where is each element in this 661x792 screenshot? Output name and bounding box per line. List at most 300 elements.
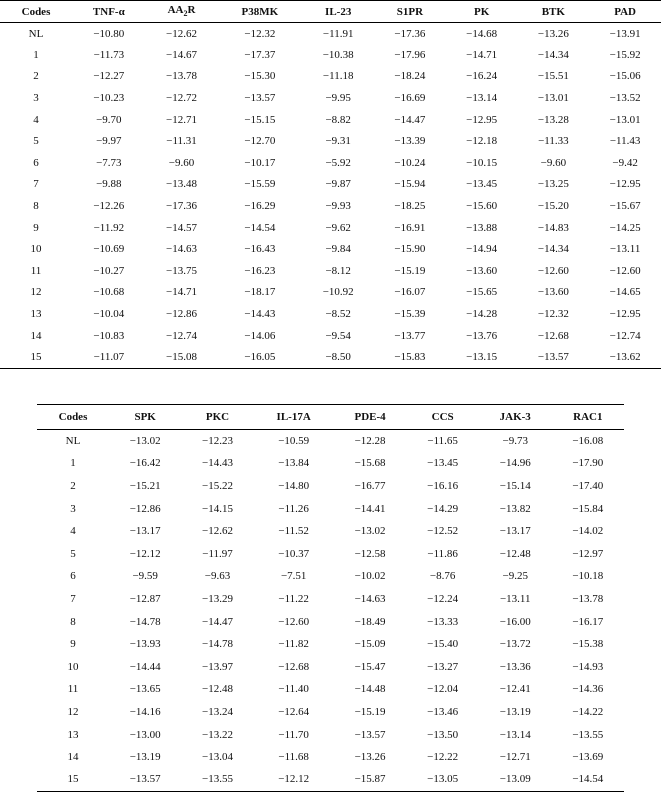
- score-cell: −14.80: [278, 479, 310, 492]
- score-cell: −8.50: [325, 350, 351, 363]
- score-cell: −12.12: [278, 773, 310, 786]
- score-cell: −12.27: [93, 70, 125, 83]
- score-cell: −15.60: [466, 200, 498, 213]
- score-cell: −13.19: [129, 751, 161, 764]
- score-cell: −10.83: [93, 329, 125, 342]
- score-cell: −16.91: [394, 221, 426, 234]
- score-cell: −11.43: [609, 135, 641, 148]
- score-cell: −13.57: [537, 350, 569, 363]
- score-cell: −13.75: [166, 264, 198, 277]
- score-cell: −17.96: [394, 48, 426, 61]
- score-cell: −13.33: [427, 615, 459, 628]
- score-cell: −14.54: [572, 773, 604, 786]
- score-cell: −13.46: [427, 705, 459, 718]
- score-cell: −11.73: [93, 48, 125, 61]
- score-cell: −12.74: [609, 329, 641, 342]
- score-cell: −13.04: [202, 751, 233, 764]
- score-cell: −13.62: [609, 350, 641, 363]
- score-cell: −12.68: [278, 660, 310, 673]
- row-code-cell: 12: [30, 286, 42, 299]
- row-code-cell: 3: [70, 502, 76, 515]
- score-cell: −13.69: [572, 751, 604, 764]
- table-row: [37, 452, 624, 475]
- table-row: [0, 87, 661, 109]
- score-cell: −15.15: [244, 113, 276, 126]
- score-cell: −11.65: [427, 435, 458, 448]
- row-code-cell: 6: [70, 570, 76, 583]
- row-code-cell: 5: [33, 135, 39, 148]
- score-cell: −14.25: [609, 221, 641, 234]
- score-cell: −12.23: [202, 435, 233, 448]
- score-cell: −12.71: [166, 113, 198, 126]
- table-row: [37, 520, 624, 543]
- score-cell: −14.28: [466, 308, 498, 321]
- score-cell: −12.24: [427, 592, 459, 605]
- row-code-cell: 8: [70, 615, 76, 628]
- score-cell: −13.26: [537, 27, 569, 40]
- score-cell: −13.55: [572, 728, 604, 741]
- score-cell: −13.01: [537, 92, 569, 105]
- score-cell: −14.63: [166, 243, 198, 256]
- score-cell: −5.92: [325, 156, 351, 169]
- score-cell: −13.39: [394, 135, 426, 148]
- row-code-cell: NL: [28, 27, 44, 40]
- score-cell: −14.63: [354, 592, 386, 605]
- score-cell: −10.37: [278, 547, 310, 560]
- table-row: [0, 23, 661, 45]
- column-header: P38MK: [217, 1, 302, 23]
- score-cell: −13.17: [129, 525, 161, 538]
- table-row: [0, 66, 661, 88]
- score-cell: −12.71: [499, 751, 531, 764]
- score-cell: −15.84: [572, 502, 604, 515]
- score-cell: −13.65: [129, 683, 161, 696]
- table-row: [37, 497, 624, 520]
- score-cell: −13.36: [499, 660, 531, 673]
- score-cell: −14.22: [572, 705, 604, 718]
- score-cell: −17.40: [572, 479, 604, 492]
- score-cell: −14.68: [466, 27, 498, 40]
- score-cell: −12.58: [354, 547, 386, 560]
- score-cell: −15.09: [354, 638, 386, 651]
- score-cell: −10.92: [322, 286, 354, 299]
- score-cell: −7.73: [96, 156, 122, 169]
- score-cell: −10.68: [93, 286, 125, 299]
- column-header: IL-23: [302, 1, 374, 23]
- table-row: [0, 238, 661, 260]
- table-row: [0, 303, 661, 325]
- score-cell: −14.43: [202, 457, 233, 470]
- row-code-cell: 4: [33, 113, 39, 126]
- score-cell: −16.08: [572, 435, 604, 448]
- score-cell: −13.78: [166, 70, 198, 83]
- row-code-cell: 15: [30, 350, 42, 363]
- score-cell: −11.22: [278, 592, 309, 605]
- score-cell: −12.60: [609, 264, 641, 277]
- score-cell: −13.57: [354, 728, 386, 741]
- score-cell: −15.30: [244, 70, 276, 83]
- row-code-cell: 2: [33, 70, 39, 83]
- score-cell: −12.41: [499, 683, 531, 696]
- score-cell: −16.23: [244, 264, 276, 277]
- score-cell: −11.31: [166, 135, 197, 148]
- row-code-cell: 13: [67, 728, 79, 741]
- score-cell: −12.95: [609, 308, 641, 321]
- score-cell: −10.24: [394, 156, 426, 169]
- score-cell: −15.51: [537, 70, 569, 83]
- score-cell: −15.19: [394, 264, 426, 277]
- score-cell: −8.12: [325, 264, 351, 277]
- table-row: [0, 260, 661, 282]
- table-row: [0, 44, 661, 66]
- score-cell: −14.43: [244, 308, 276, 321]
- column-header: IL-17A: [254, 405, 334, 430]
- score-cell: −14.96: [499, 457, 531, 470]
- column-header: Codes: [0, 1, 72, 23]
- score-cell: −13.78: [572, 592, 604, 605]
- score-cell: −15.20: [537, 200, 569, 213]
- score-cell: −12.18: [466, 135, 498, 148]
- row-code-cell: 9: [33, 221, 39, 234]
- table-row: [37, 633, 624, 656]
- table-row: [0, 174, 661, 196]
- score-cell: −10.02: [354, 570, 386, 583]
- score-cell: −13.09: [499, 773, 531, 786]
- score-cell: −9.88: [96, 178, 122, 191]
- score-cell: −13.76: [466, 329, 498, 342]
- score-cell: −13.72: [499, 638, 531, 651]
- score-cell: −14.83: [537, 221, 569, 234]
- row-code-cell: 15: [67, 773, 79, 786]
- table-row: [37, 610, 624, 633]
- score-cell: −12.32: [537, 308, 569, 321]
- score-cell: −14.54: [244, 221, 276, 234]
- score-cell: −9.60: [168, 156, 195, 169]
- score-cell: −9.70: [96, 113, 122, 126]
- score-cell: −15.83: [394, 350, 426, 363]
- row-code-cell: 3: [33, 92, 39, 105]
- table-row: [37, 723, 624, 746]
- score-cell: −9.60: [540, 156, 567, 169]
- row-code-cell: 10: [30, 243, 42, 256]
- score-cell: −11.40: [278, 683, 309, 696]
- score-cell: −15.67: [609, 200, 641, 213]
- column-header: TNF-α: [72, 1, 146, 23]
- score-cell: −12.68: [537, 329, 569, 342]
- row-code-cell: 11: [67, 683, 79, 696]
- row-code-cell: 8: [33, 200, 39, 213]
- score-cell: −11.82: [278, 638, 309, 651]
- column-header: JAK-3: [479, 405, 552, 430]
- score-cell: −13.02: [354, 525, 386, 538]
- score-cell: −16.24: [466, 70, 498, 83]
- score-cell: −11.68: [278, 751, 309, 764]
- score-cell: −13.45: [466, 178, 498, 191]
- score-cell: −15.90: [394, 243, 426, 256]
- score-cell: −8.52: [325, 308, 351, 321]
- score-cell: −13.24: [202, 705, 233, 718]
- score-cell: −15.94: [394, 178, 426, 191]
- score-cell: −15.39: [394, 308, 426, 321]
- column-header: CCS: [406, 405, 478, 430]
- row-code-cell: 9: [70, 638, 76, 651]
- score-cell: −13.02: [129, 435, 161, 448]
- table-row: [37, 655, 624, 678]
- score-cell: −14.36: [572, 683, 604, 696]
- score-cell: −15.40: [427, 638, 459, 651]
- score-cell: −9.25: [502, 570, 528, 583]
- score-cell: −16.17: [572, 615, 604, 628]
- score-cell: −10.15: [466, 156, 498, 169]
- table-row: [37, 701, 624, 724]
- score-cell: −13.05: [427, 773, 459, 786]
- table-row: [0, 346, 661, 368]
- score-cell: −11.26: [278, 502, 309, 515]
- score-cell: −9.93: [325, 200, 351, 213]
- docking-score-table-2: [37, 404, 624, 792]
- docking-score-table-1: [0, 0, 661, 369]
- column-header: $AA_2R$: [146, 1, 218, 23]
- score-cell: −14.65: [609, 286, 641, 299]
- score-cell: −14.47: [202, 615, 233, 628]
- score-cell: −16.29: [244, 200, 276, 213]
- score-cell: −8.76: [429, 570, 456, 583]
- score-cell: −13.48: [166, 178, 198, 191]
- score-cell: −18.49: [354, 615, 386, 628]
- score-cell: −15.87: [354, 773, 386, 786]
- column-header: RAC1: [552, 405, 624, 430]
- score-cell: −13.29: [202, 592, 233, 605]
- score-cell: −15.19: [354, 705, 386, 718]
- score-cell: −12.60: [278, 615, 310, 628]
- score-cell: −10.23: [93, 92, 125, 105]
- score-cell: −12.74: [166, 329, 198, 342]
- table-row: [0, 195, 661, 217]
- score-cell: −9.84: [325, 243, 351, 256]
- score-cell: −16.69: [394, 92, 426, 105]
- score-cell: −10.18: [572, 570, 604, 583]
- score-cell: −9.73: [502, 435, 528, 448]
- table-row: [0, 282, 661, 304]
- row-code-cell: 6: [33, 156, 39, 169]
- score-cell: −12.70: [244, 135, 276, 148]
- score-cell: −13.77: [394, 329, 426, 342]
- score-cell: −14.78: [129, 615, 161, 628]
- score-cell: −11.86: [427, 547, 458, 560]
- score-cell: −13.84: [278, 457, 310, 470]
- score-cell: −18.24: [394, 70, 426, 83]
- score-cell: −12.28: [354, 435, 386, 448]
- score-cell: −12.48: [499, 547, 531, 560]
- score-cell: −14.29: [427, 502, 459, 515]
- score-cell: −12.32: [244, 27, 276, 40]
- score-cell: −12.95: [609, 178, 641, 191]
- table-row: [0, 217, 661, 239]
- score-cell: −14.16: [129, 705, 161, 718]
- score-cell: −12.60: [537, 264, 569, 277]
- score-cell: −12.26: [93, 200, 125, 213]
- row-code-cell: 7: [70, 592, 76, 605]
- score-cell: −17.37: [244, 48, 276, 61]
- score-cell: −15.38: [572, 638, 604, 651]
- score-cell: −13.19: [499, 705, 531, 718]
- score-cell: −11.92: [93, 221, 125, 234]
- score-cell: −10.80: [93, 27, 125, 40]
- table-row: [37, 475, 624, 498]
- score-cell: −12.12: [129, 547, 161, 560]
- table-header-row: [0, 1, 661, 23]
- score-cell: −17.36: [394, 27, 426, 40]
- score-cell: −12.86: [166, 308, 198, 321]
- score-cell: −14.67: [166, 48, 198, 61]
- score-cell: −16.43: [244, 243, 276, 256]
- table-row: [37, 542, 624, 565]
- score-cell: −11.91: [322, 27, 354, 40]
- score-cell: −13.57: [129, 773, 161, 786]
- table-row: [0, 152, 661, 174]
- score-cell: −12.48: [202, 683, 233, 696]
- column-header: Codes: [37, 405, 109, 430]
- score-cell: −13.55: [202, 773, 233, 786]
- score-cell: −15.22: [202, 479, 233, 492]
- column-header: PDE-4: [334, 405, 407, 430]
- score-cell: −12.04: [427, 683, 459, 696]
- score-cell: −18.25: [394, 200, 426, 213]
- row-code-cell: 14: [30, 329, 42, 342]
- score-cell: −14.78: [202, 638, 233, 651]
- score-cell: −11.97: [202, 547, 233, 560]
- score-cell: −9.31: [325, 135, 351, 148]
- row-code-cell: 1: [33, 48, 39, 61]
- table-row: [0, 109, 661, 131]
- score-cell: −10.04: [93, 308, 125, 321]
- row-code-cell: 1: [70, 457, 76, 470]
- score-cell: −15.14: [499, 479, 531, 492]
- score-cell: −14.06: [244, 329, 276, 342]
- row-code-cell: 14: [67, 751, 79, 764]
- score-cell: −13.82: [499, 502, 531, 515]
- score-cell: −14.71: [466, 48, 498, 61]
- score-cell: −14.34: [537, 48, 569, 61]
- score-cell: −13.50: [427, 728, 459, 741]
- score-cell: −12.52: [427, 525, 459, 538]
- score-cell: −13.52: [609, 92, 641, 105]
- row-code-cell: 7: [33, 178, 39, 191]
- table-row: [37, 565, 624, 588]
- score-cell: −14.93: [572, 660, 604, 673]
- score-cell: −13.11: [609, 243, 641, 256]
- score-cell: −13.01: [609, 113, 641, 126]
- score-cell: −14.02: [572, 525, 604, 538]
- score-cell: −12.87: [129, 592, 161, 605]
- score-cell: −8.82: [325, 113, 351, 126]
- score-cell: −13.93: [129, 638, 161, 651]
- score-cell: −12.22: [427, 751, 459, 764]
- score-cell: −15.65: [466, 286, 498, 299]
- column-header: S1PR: [374, 1, 446, 23]
- score-cell: −16.07: [394, 286, 426, 299]
- score-cell: −14.41: [354, 502, 386, 515]
- score-cell: −15.47: [354, 660, 386, 673]
- row-code-cell: 10: [67, 660, 79, 673]
- score-cell: −9.54: [325, 329, 351, 342]
- score-cell: −15.59: [244, 178, 276, 191]
- score-cell: −15.06: [609, 70, 641, 83]
- score-cell: −13.15: [466, 350, 498, 363]
- score-cell: −17.36: [166, 200, 198, 213]
- score-cell: −11.70: [278, 728, 309, 741]
- score-cell: −10.27: [93, 264, 125, 277]
- score-cell: −14.15: [202, 502, 233, 515]
- column-header: PK: [446, 1, 518, 23]
- column-header: BTK: [517, 1, 589, 23]
- score-cell: −10.59: [278, 435, 310, 448]
- table-row: [37, 430, 624, 453]
- score-cell: −13.60: [466, 264, 498, 277]
- score-cell: −14.57: [166, 221, 198, 234]
- score-cell: −13.14: [466, 92, 498, 105]
- score-cell: −9.97: [96, 135, 122, 148]
- score-cell: −9.87: [325, 178, 351, 191]
- score-cell: −9.62: [325, 221, 351, 234]
- score-cell: −13.91: [609, 27, 641, 40]
- table-row: [37, 746, 624, 769]
- row-code-cell: 5: [70, 547, 76, 560]
- score-cell: −13.57: [244, 92, 276, 105]
- score-cell: −12.86: [129, 502, 161, 515]
- score-cell: −16.05: [244, 350, 276, 363]
- score-cell: −10.69: [93, 243, 125, 256]
- score-cell: −13.17: [499, 525, 531, 538]
- score-cell: −18.17: [244, 286, 276, 299]
- score-cell: −7.51: [280, 570, 307, 583]
- score-cell: −13.11: [499, 592, 531, 605]
- score-cell: −12.95: [466, 113, 498, 126]
- score-cell: −11.18: [322, 70, 354, 83]
- table-row: [0, 325, 661, 347]
- row-code-cell: 12: [67, 705, 79, 718]
- row-code-cell: 2: [70, 479, 76, 492]
- table-row: [0, 130, 661, 152]
- score-cell: −16.77: [354, 479, 386, 492]
- score-cell: −11.33: [538, 135, 569, 148]
- score-cell: −12.62: [202, 525, 233, 538]
- row-code-cell: 4: [70, 525, 76, 538]
- score-cell: −13.22: [202, 728, 233, 741]
- row-code-cell: 13: [30, 308, 42, 321]
- score-cell: −12.62: [166, 27, 198, 40]
- score-cell: −9.42: [612, 156, 638, 169]
- row-code-cell: NL: [65, 435, 81, 448]
- score-cell: −12.72: [166, 92, 198, 105]
- score-cell: −14.34: [537, 243, 569, 256]
- score-cell: −9.95: [325, 92, 351, 105]
- score-cell: −14.44: [129, 660, 161, 673]
- score-cell: −16.42: [129, 457, 161, 470]
- score-cell: −10.17: [244, 156, 276, 169]
- score-cell: −13.27: [427, 660, 459, 673]
- score-cell: −11.07: [93, 350, 125, 363]
- score-cell: −13.45: [427, 457, 459, 470]
- table-header-row: [37, 405, 624, 430]
- score-cell: −11.52: [278, 525, 309, 538]
- score-cell: −14.48: [354, 683, 386, 696]
- score-cell: −13.00: [129, 728, 161, 741]
- score-cell: −13.88: [466, 221, 498, 234]
- score-cell: −15.92: [609, 48, 641, 61]
- score-cell: −12.97: [572, 547, 604, 560]
- score-cell: −15.08: [166, 350, 198, 363]
